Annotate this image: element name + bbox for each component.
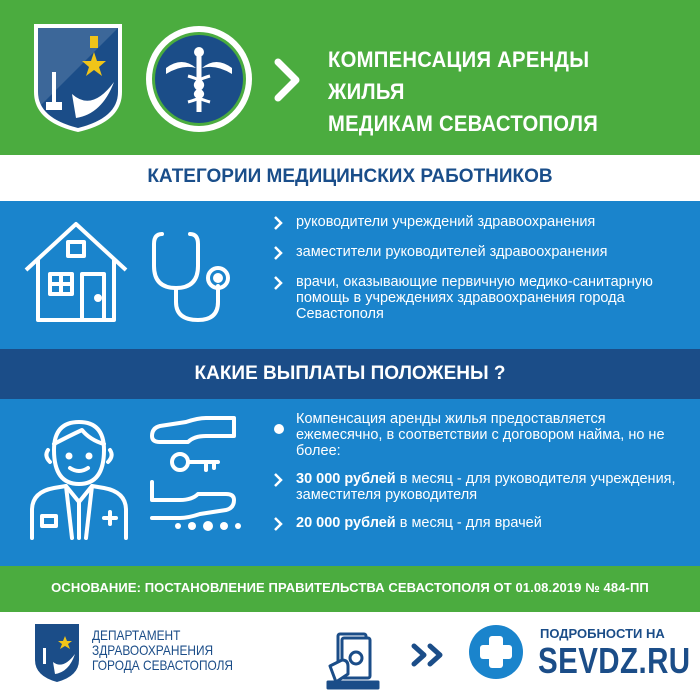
- dept-line-1: ДЕПАРТАМЕНТ: [92, 627, 181, 643]
- categories-list: [272, 214, 692, 336]
- coat-of-arms-icon: [32, 22, 124, 134]
- dots-decoration: [170, 519, 250, 533]
- payment-text: в месяц - для врачей: [395, 515, 542, 531]
- payment-amount: 30 000 рублей: [296, 471, 396, 487]
- house-icon: [22, 216, 130, 326]
- list-item: [272, 244, 692, 260]
- caduceus-icon: [144, 24, 254, 134]
- basis-text: ОСНОВАНИЕ: ПОСТАНОВЛЕНИЕ ПРАВИТЕЛЬСТВА СЕВАСТОПОЛЯ ОТ 01.08.2019 № 484-ПП: [51, 580, 649, 595]
- dept-line-3: ГОРОДА СЕВАСТОПОЛЯ: [92, 657, 234, 673]
- list-item: [272, 515, 692, 531]
- payment-text: в месяц - для руководителя учреждения, заместителя руководителя: [296, 471, 676, 503]
- chevron-right-icon: [272, 58, 302, 102]
- list-item-text: руководители учреждений здравоохранения: [296, 214, 596, 230]
- chevron-right-icon: [272, 472, 284, 488]
- chevron-right-icon: [272, 275, 284, 291]
- stethoscope-icon: [148, 226, 248, 326]
- chevron-right-icon: [272, 245, 284, 261]
- payments-title: КАКИЕ ВЫПЛАТЫ ПОЛОЖЕНЫ ?: [194, 363, 506, 384]
- list-item: [272, 274, 692, 322]
- bullet-dot-icon: [274, 424, 284, 434]
- dept-line-2: ЗДРАВООХРАНЕНИЯ: [92, 642, 214, 658]
- payments-intro: Компенсация аренды жилья предоставляется ежемесячно, в соответствии с договором найма, но не более:: [296, 411, 665, 459]
- page-title: [328, 44, 659, 140]
- more-info-label: ПОДРОБНОСТИ НА: [540, 626, 665, 641]
- list-item-text: заместители руководителей здравоохранения: [296, 244, 608, 260]
- money-hand-icon: [326, 630, 380, 690]
- coat-of-arms-icon: [33, 622, 81, 684]
- medical-cross-icon: [468, 624, 524, 680]
- hand-key-icon: [146, 412, 246, 522]
- department-name: [92, 628, 233, 673]
- list-item: [272, 471, 692, 503]
- list-item: [272, 411, 692, 459]
- title-line-1: КОМПЕНСАЦИЯ АРЕНДЫ ЖИЛЬЯ: [328, 47, 590, 104]
- title-line-2: МЕДИКАМ СЕВАСТОПОЛЯ: [328, 111, 599, 136]
- list-item-text: врачи, оказывающие первичную медико-санитарную помощь в учреждениях здравоохранения города Севастополя: [296, 274, 653, 322]
- chevron-right-icon: [272, 516, 284, 532]
- site-link[interactable]: SEVDZ.RU: [538, 640, 691, 681]
- payment-amount: 20 000 рублей: [296, 515, 396, 531]
- list-item: [272, 214, 692, 230]
- doctor-icon: [24, 410, 134, 540]
- chevron-right-icon: [272, 215, 284, 231]
- double-chevron-icon: [410, 643, 448, 667]
- categories-title: КАТЕГОРИИ МЕДИЦИНСКИХ РАБОТНИКОВ: [147, 166, 553, 187]
- payments-list: [272, 411, 692, 543]
